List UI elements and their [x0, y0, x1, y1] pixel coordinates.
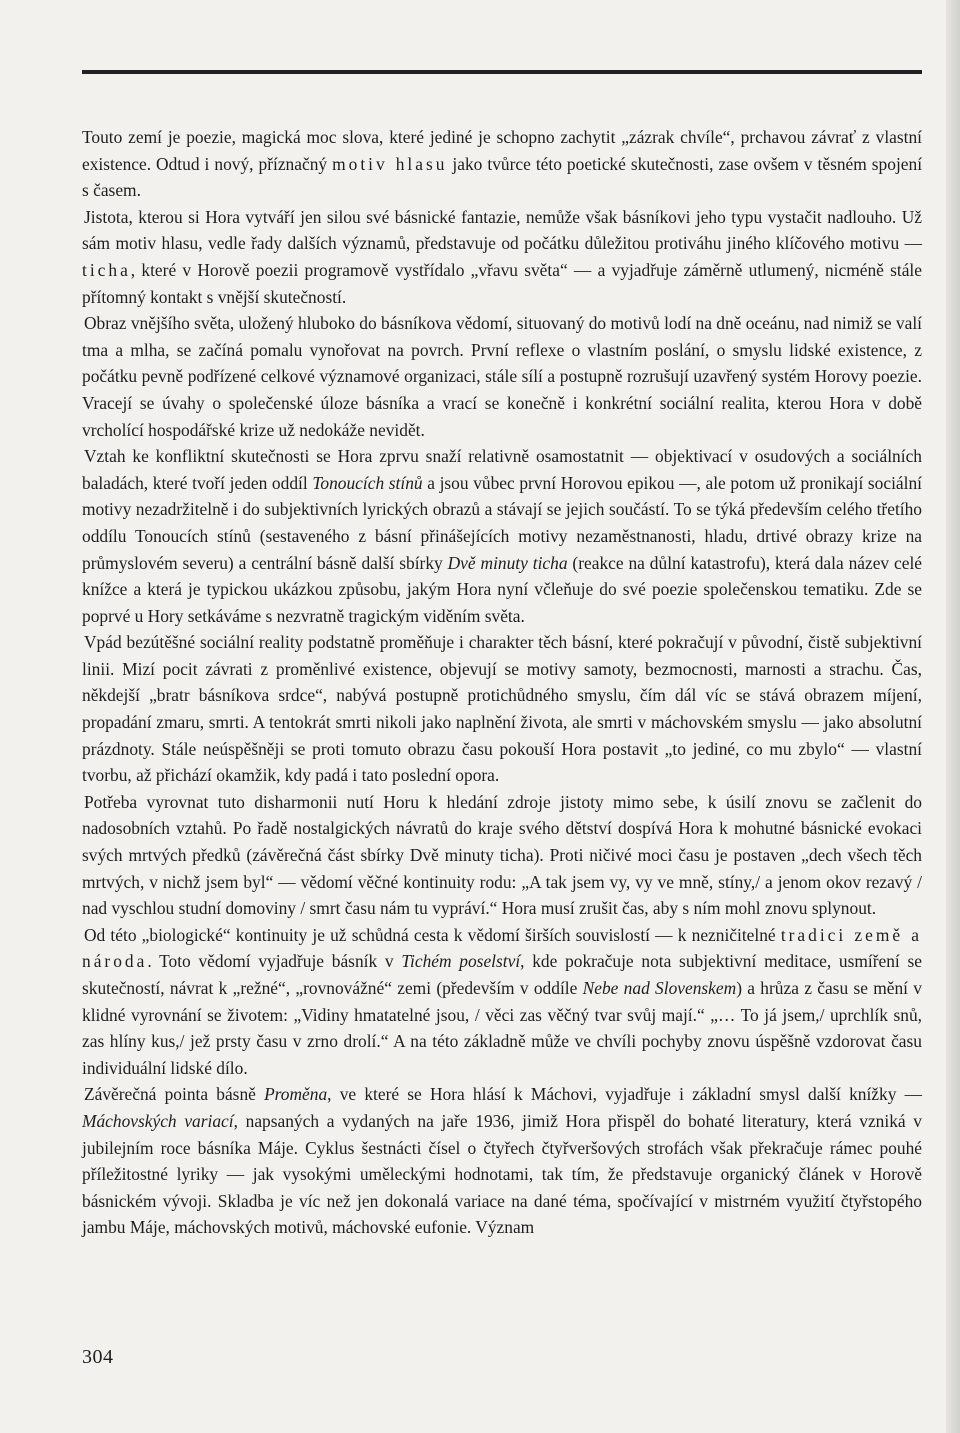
paragraph-3: Obraz vnějšího světa, uložený hluboko do básníkova vědomí, situovaný do motivů lodí na dně oceánu, nad nimiž se valí tma a mlha, se začíná pomalu vynořovat na povrch. První reflexe o vlastním poslání, o smyslu lidské existence, z počátku pevně podřízené celkové významové organizaci, stále sílí a postupně rozrušují uzavřený systém Horovy poezie. Vracejí se úvahy o společenské úloze básníka a vrací se konečně i konkrétní sociální realita, kterou Hora v době vrcholící hospodářské krize už nedokáže nevidět. — [82, 313, 922, 440]
body-text — [82, 124, 922, 1241]
paragraph-5: Vpád bezútěšné sociální reality podstatně proměňuje i charakter těch básní, které pokračují v původní, čistě subjektivní linii. Mizí pocit závrati z proměnlivé existence, objevují se motivy samoty, bezmocnosti, marnosti a strachu. Čas, někdejší „bratr básníkova srdce“, nabývá postupně protichůdného smyslu, čím dál víc se stává obrazem míjení, propadání zmaru, smrti. A tentokrát smrti nikoli jako naplnění života, ale smrti v máchovském smyslu — jako absolutní prázdnoty. Stále neúspěšněji se proti tomuto obrazu času pokouší Hora postavit „to jediné, co mu zbylo“ — vlastní tvorbu, až přichází okamžik, kdy padá i tato poslední opora. — [82, 632, 922, 786]
paragraph-8: Závěrečná pointa básně Proměna, ve které se Hora hlásí k Máchovi, vyjadřuje i základní smysl další knížky — Máchovských variací, napsaných a vydaných na jaře 1936, jimiž Hora přispěl do bohaté literatury, která vzniká v jubilejním roce básníka Máje. Cyklus šestnácti čísel o čtyřech čtyřveršových strofách však překračuje rámec pouhé příležitostné lyriky — jak vysokými uměleckými hodnotami, tak tím, že představuje organický článek v Horově básnickém vývoji. Skladba je víc než jen dokonalá variace na dané téma, spočívající v mistrném využití čtyřstopého jambu Máje, máchovských motivů, máchovské eufonie. Význam — [82, 1084, 922, 1238]
header-rule — [82, 70, 922, 74]
paragraph-4: Vztah ke konfliktní skutečnosti se Hora zprvu snaží relativně osamostatnit — objektivací v osudových a sociálních baladách, které tvoří jeden oddíl Tonoucích stínů a jsou vůbec první Horovou epikou —, ale potom už pronikají sociální motivy nezadržitelně i do subjektivních lyrických obrazů a stávají se jejich součástí. To se týká především celého třetího oddílu Tonoucích stínů (sestaveného z básní přinášejících motivy nezaměstnanosti, hladu, drtivé obrazy krize na průmyslovém severu) a centrální básně další sbírky Dvě minuty ticha (reakce na důlní katastrofu), která dala název celé knížce a která je typickou ukázkou způsobu, jakým Hora nyní včleňuje do své poezie společenskou tematiku. Zde se poprvé u Hory setkáváme s nezvratně tragickým viděním světa. — [82, 446, 923, 626]
page-edge-shadow — [946, 0, 960, 1433]
paragraph-2: Jistota, kterou si Hora vytváří jen silou své básnické fantazie, nemůže však básníkovi jeho typu vystačit nadlouho. Už sám motiv hlasu, vedle řady dalších významů, představuje od počátku důležitou protiváhu jiného klíčového motivu — ticha, které v Horově poezii programově vystřídalo „vřavu světa“ — a vyjadřuje záměrně utlumený, nicméně stále přítomný kontakt s vnější skutečností. — [82, 206, 922, 307]
paragraph-1: Touto zemí je poezie, magická moc slova, které jediné je schopno zachytit „zázrak chvíle“, prchavou závrať z vlastní existence. Odtud i nový, příznačný motiv hlasu jako tvůrce této poetické skutečnosti, zase ovšem v těsném spojení s časem. — [82, 127, 923, 201]
paragraph-7: Od této „biologické“ kontinuity je už schůdná cesta k vědomí širších souvislostí — k nezničitelné tradici země a národa. Toto vědomí vyjadřuje básník v Tichém poselství, kde pokračuje nota subjektivní meditace, usmíření se skutečností, návrat k „režné“, „rovnovážné“ zemi (především v oddíle Nebe nad Slovenskem) a hrůza z času se mění v klidné vyrovnání se životem: „Vidiny hmatatelné jsou, / věci zas věčný tvar svůj mají.“ „… To já jsem,/ uprchlík snů, zas hlíny kus,/ jež prsty času v zrno drolí.“ A na této základně může ve chvíli pochyby znovu úspěšně vzdorovat času individuální lidské dílo. — [82, 924, 922, 1078]
page-number: 304 — [82, 1346, 114, 1368]
paragraph-6: Potřeba vyrovnat tuto disharmonii nutí Horu k hledání zdroje jistoty mimo sebe, k úsilí znovu se začlenit do nadosobních vztahů. Po řadě nostalgických návratů do kraje svého dětství dospívá Hora k mohutné básnické evokaci svých mrtvých předků (závěrečná část sbírky Dvě minuty ticha). Proti ničivé moci času je postaven „dech všech těch mrtvých, v nichž jsem byl“ — vědomí věčné kontinuity rodu: „A tak jsem vy, vy ve mně, stíny,/ a jenom okov rezavý / nad vyschlou studní domoviny / smrt času nám tu vypráví.“ Hora musí zrušit čas, aby s ním mohl znovu splynout. — [82, 791, 922, 919]
